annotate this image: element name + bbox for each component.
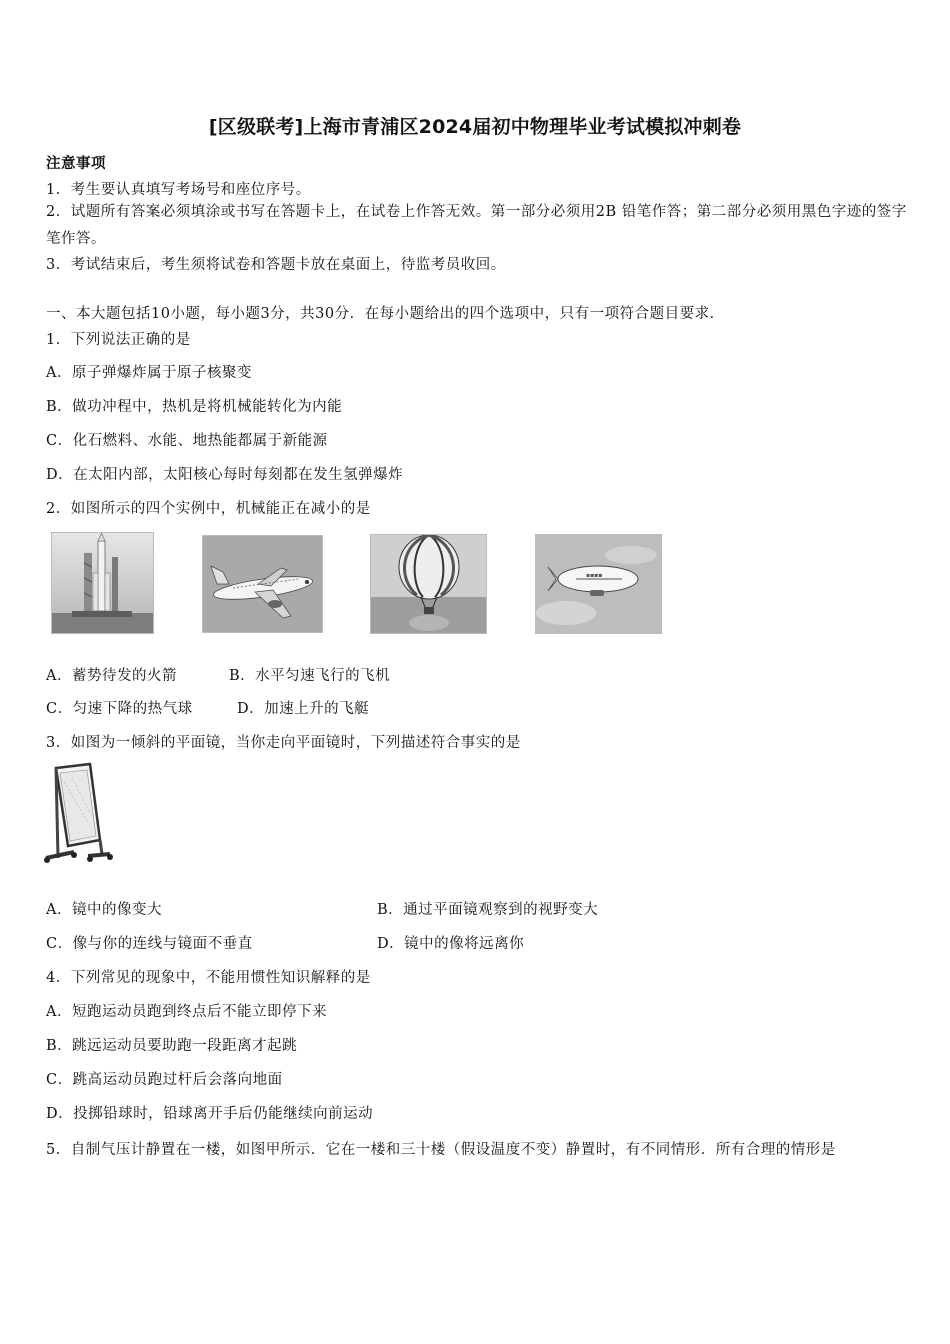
section-instruction: 一、本大题包括10小题，每小题3分，共30分．在每小题给出的四个选项中，只有一项符合题目要求． <box>46 306 725 322</box>
q2-stem: 2．如图所示的四个实例中，机械能正在减小的是 <box>46 501 371 517</box>
q3-stem: 3．如图为一倾斜的平面镜，当你走向平面镜时，下列描述符合事实的是 <box>46 735 521 751</box>
hot-air-balloon-photo <box>370 534 487 634</box>
q4-stem: 4．下列常见的现象中，不能用惯性知识解释的是 <box>46 970 371 986</box>
q4-option-d: D．投掷铅球时，铅球离开手后仍能继续向前运动 <box>46 1106 374 1122</box>
q2-option-b: B．水平匀速飞行的飞机 <box>229 668 391 684</box>
notice-item-2: 2．试题所有答案必须填涂或书写在答题卡上，在试卷上作答无效。第一部分必须用2B 铅笔作答；第二部分必须用黑色字迹的签字笔作答。 <box>46 204 907 247</box>
airship-photo <box>535 534 662 634</box>
notice-heading: 注意事项 <box>46 155 106 172</box>
q3-option-b: B．通过平面镜观察到的视野变大 <box>377 902 599 918</box>
airplane-photo <box>202 535 323 633</box>
q3-option-c: C．像与你的连线与镜面不垂直 <box>46 936 253 952</box>
q5-stem: 5．自制气压计静置在一楼，如图甲所示．它在一楼和三十楼（假设温度不变）静置时，有不同情形．所有合理的情形是 <box>46 1142 836 1158</box>
q1-option-c: C．化石燃料、水能、地热能都属于新能源 <box>46 433 328 449</box>
q4-option-c: C．跳高运动员跑过杆后会落向地面 <box>46 1072 283 1088</box>
notice-item-1: 1．考生要认真填写考场号和座位序号。 <box>46 182 311 198</box>
q1-option-b: B．做功冲程中，热机是将机械能转化为内能 <box>46 399 343 415</box>
q2-option-a: A．蓄势待发的火箭 <box>46 668 177 684</box>
q4-option-a: A．短跑运动员跑到终点后不能立即停下来 <box>46 1004 327 1020</box>
q1-option-a: A．原子弹爆炸属于原子核聚变 <box>46 365 252 381</box>
page-title: [区级联考]上海市青浦区2024届初中物理毕业考试模拟冲刺卷 <box>208 116 742 138</box>
q2-option-d: D．加速上升的飞艇 <box>237 701 370 717</box>
q1-stem: 1．下列说法正确的是 <box>46 332 191 348</box>
q2-option-c: C．匀速下降的热气球 <box>46 701 193 717</box>
q1-option-d: D．在太阳内部，太阳核心每时每刻都在发生氢弹爆炸 <box>46 467 404 483</box>
q4-option-b: B．跳远运动员要助跑一段距离才起跳 <box>46 1038 298 1054</box>
q3-option-a: A．镜中的像变大 <box>46 902 162 918</box>
svg-text:▪▪▪▪: ▪▪▪▪ <box>586 572 603 579</box>
tilted-mirror-figure <box>44 762 114 870</box>
notice-item-3: 3．考试结束后，考生须将试卷和答题卡放在桌面上，待监考员收回。 <box>46 257 506 273</box>
q3-option-d: D．镜中的像将远离你 <box>377 936 525 952</box>
rocket-photo <box>51 532 154 634</box>
